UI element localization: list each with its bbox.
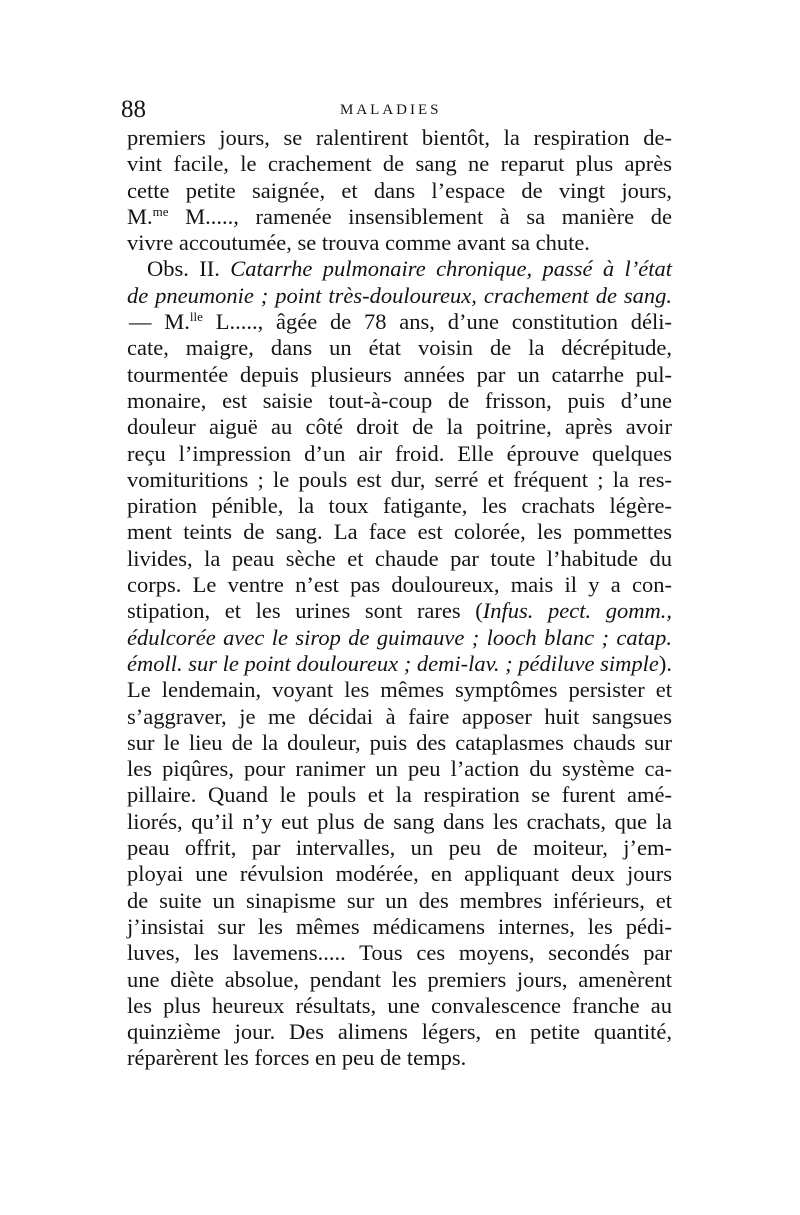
text-line: les piqûres, pour ranimer un peu l’action du système ca- [127,756,672,782]
text-fragment: M....., ramenée insensiblement à sa manière de [168,203,672,229]
text-line: douleur aiguë au côté droit de la poitrine, après avoir [127,414,672,440]
text-line: monaire, est saisie tout-à-coup de frisson, puis d’une [127,387,672,413]
page-number: 88 [121,96,146,123]
superscript: me [152,203,169,219]
text-fragment: stipation, et les urines sont rares ( [127,598,483,624]
text-fragment: ). [658,650,672,676]
running-title: MALADIES [340,102,442,118]
text-line: cette petite saignée, et dans l’espace de vingt jours, [127,177,672,203]
text-line: vivre accoutumée, se trouva comme avant sa chute. [127,230,590,256]
prescription-line: édulcorée avec le sirop de guimauve ; looch blanc ; catap. [127,624,672,650]
text-line: Le lendemain, voyant les mêmes symptômes persister et [127,677,672,703]
text-line: une diète absolue, pendant les premiers jours, amenèrent [127,966,672,992]
abbreviation: M. [127,203,153,229]
text-line: sur le lieu de la douleur, puis des cataplasmes chauds sur [127,729,672,755]
prescription-text: Infus. pect. gomm., [482,598,672,624]
body-text [127,125,672,1072]
text-line: pillaire. Quand le pouls et la respiration se furent amé- [127,782,672,808]
text-line: premiers jours, se ralentirent bientôt, la respiration de- [127,125,672,150]
text-line [127,598,672,624]
text-line: de suite un sinapisme sur un des membres inférieurs, et [127,887,672,913]
text-line: ment teints de sang. La face est colorée, les pommettes [127,519,672,545]
observation-title-line: de pneumonie ; point très-douloureux, crachement de sang. [127,282,672,308]
text-line: ployai une révulsion modérée, en appliquant deux jours [127,861,672,887]
text-line [127,309,672,335]
text-line [127,204,672,230]
observation-heading [127,256,672,282]
text-line: liorés, qu’il n’y eut plus de sang dans les crachats, que la [127,808,672,834]
text-line: reçu l’impression d’un air froid. Elle éprouve quelques [127,440,672,466]
text-line: corps. Le ventre n’est pas douloureux, mais il y a con- [127,572,672,598]
text-line: s’aggraver, je me décidai à faire apposer huit sangsues [127,703,672,729]
text-fragment: — M. [129,309,190,335]
text-line: quinzième jour. Des alimens légers, en petite quantité, [127,1019,672,1045]
text-line: j’insistai sur les mêmes médicamens internes, les pédi- [127,913,672,939]
observation-label: Obs. II. [147,256,231,282]
text-line: vint facile, le crachement de sang ne reparut plus après [127,151,672,177]
text-fragment: L....., âgée de 78 ans, d’une constitution déli- [202,309,672,335]
prescription-text: émoll. sur le point douloureux ; demi-lav. ; pédiluve simple [127,650,659,676]
text-line: vomituritions ; le pouls est dur, serré et fréquent ; la res- [127,466,672,492]
prescription-line [127,651,672,677]
text-line: tourmentée depuis plusieurs années par un catarrhe pul- [127,361,672,387]
text-line: livides, la peau sèche et chaude par toute l’habitude du [127,545,672,571]
text-line: cate, maigre, dans un état voisin de la décrépitude, [127,335,672,361]
running-head [117,95,677,127]
text-line: réparèrent les forces en peu de temps. [127,1045,467,1071]
text-line: les plus heureux résultats, une convalescence franche au [127,992,672,1018]
text-line: luves, les lavemens..... Tous ces moyens, secondés par [127,940,672,966]
observation-title: Catarrhe pulmonaire chronique, passé à l’état [230,256,672,282]
text-line: piration pénible, la toux fatigante, les crachats légère- [127,493,672,519]
text-line: peau offrit, par intervalles, un peu de moiteur, j’em- [127,835,672,861]
superscript: lle [189,309,203,325]
